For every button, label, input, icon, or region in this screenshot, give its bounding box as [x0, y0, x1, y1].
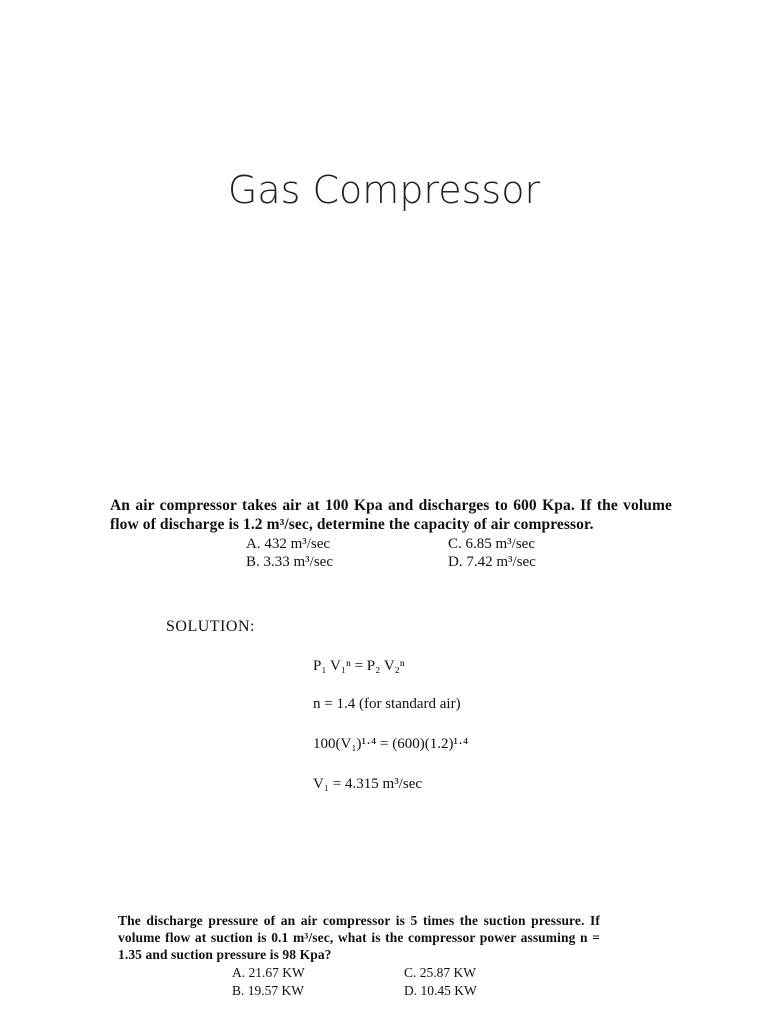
choice-d: D. 7.42 m³/sec	[448, 554, 536, 570]
equation-step-3: 100(V₁)¹·⁴ = (600)(1.2)¹·⁴	[313, 736, 469, 752]
choice-a: A. 21.67 KW	[232, 965, 305, 980]
problem-1-question: An air compressor takes air at 100 Kpa and discharges to 600 Kpa. If the volume flow of discharge is 1.2 m³/sec, determine the capacity of air compressor.	[110, 497, 672, 533]
problem-1-choices	[80, 534, 676, 574]
equation-step-2: n = 1.4 (for standard air)	[313, 696, 461, 712]
choice-b: B. 19.57 KW	[232, 983, 304, 998]
equation-step-4: V₁ = 4.315 m³/sec	[313, 776, 423, 792]
problem-2-choices	[110, 963, 602, 999]
choice-a: A. 432 m³/sec	[246, 536, 331, 552]
solution-label: SOLUTION:	[166, 618, 255, 635]
problem-2-image	[110, 906, 602, 1024]
equation-step-1: P₁ V₁ⁿ = P₂ V₂ⁿ	[313, 658, 405, 674]
choice-c: C. 6.85 m³/sec	[448, 536, 535, 552]
problem-2-question: The discharge pressure of an air compressor is 5 times the suction pressure. If volume flow at suction is 0.1 m³/sec, what is the compressor power assuming n = 1.35 and suction pressure is 98 Kpa?	[118, 913, 600, 962]
choice-c: C. 25.87 KW	[404, 965, 476, 980]
choice-b: B. 3.33 m³/sec	[246, 554, 333, 570]
choice-d: D. 10.45 KW	[404, 983, 477, 998]
problem-1-image	[80, 488, 676, 800]
slide-title: Gas Compressor	[227, 168, 541, 212]
